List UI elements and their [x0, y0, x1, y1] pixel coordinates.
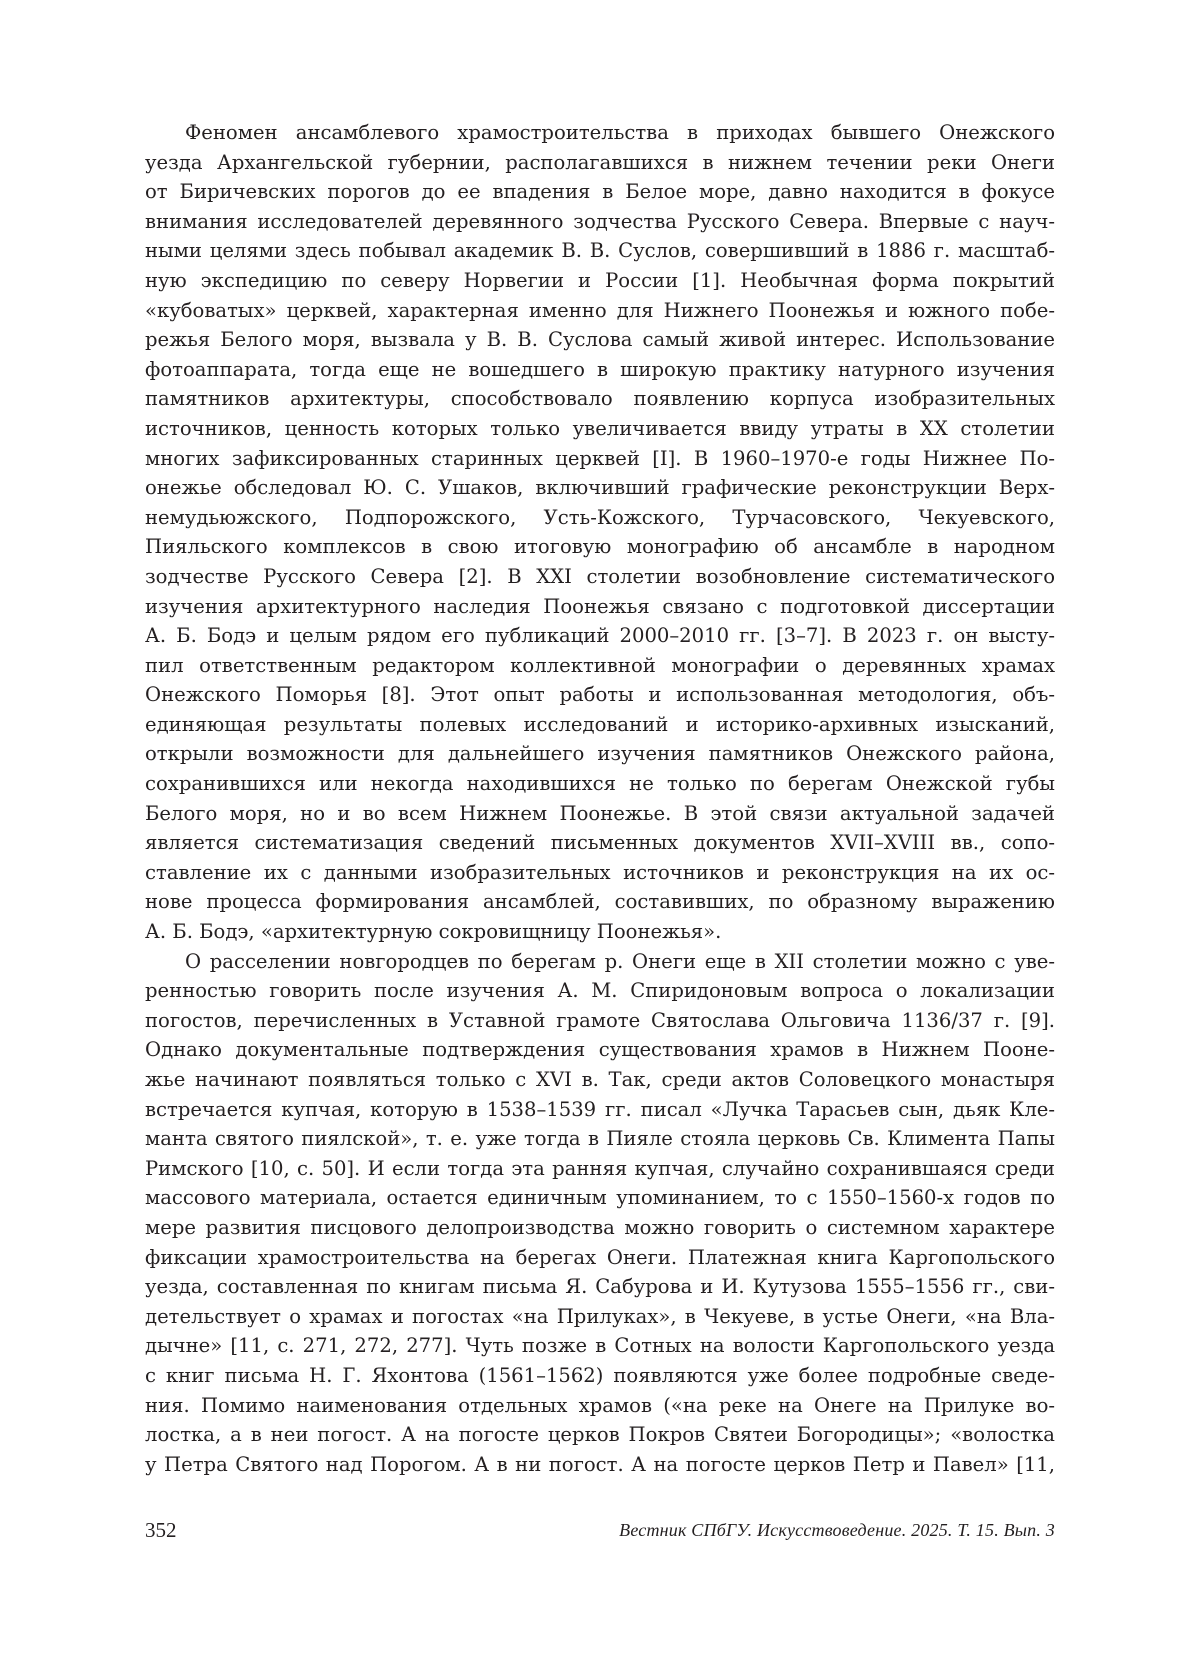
text-line: уезда, составленная по книгам письма Я. Сабурова и И. Кутузова 1555–1556 гг., сви-: [145, 1275, 1055, 1299]
text-line: детельствует о храмах и погостах «на Прилуках», в Чекуеве, в устье Онеги, «на Вла-: [145, 1304, 1055, 1328]
text-line: А. Б. Бодэ, «архитектурную сокровищницу Поонежья».: [145, 920, 722, 944]
text-line: онежье обследовал Ю. С. Ушаков, включивший графические реконструкции Верх-: [145, 476, 1055, 500]
article-body: [145, 118, 1055, 1479]
text-line: Феномен ансамблевого храмостроительства в приходах бывшего Онежского: [185, 121, 1055, 144]
text-line: ния. Помимо наименования отдельных храмов («на реке на Онеге на Прилуке во-: [145, 1393, 1055, 1417]
text-line: «кубоватых» церквей, характерная именно для Нижнего Поонежья и южного побе-: [145, 298, 1055, 322]
text-line: манта святого пиялской», т. е. уже тогда в Пияле стояла церковь Св. Климента Папы: [145, 1127, 1055, 1151]
text-line: Онежского Поморья [8]. Этот опыт работы и использованная методология, объ-: [145, 683, 1055, 707]
text-line: мере развития писцового делопроизводства можно говорить о системном характере: [145, 1215, 1055, 1239]
running-title: Вестник СПбГУ. Искусствоведение. 2025. Т. 15. Вып. 3: [619, 1520, 1055, 1540]
paragraph: [145, 118, 1055, 947]
text-line: от Биричевских порогов до ее впадения в Белое море, давно находится в фокусе: [145, 180, 1055, 204]
text-line: нове процесса формирования ансамблей, составивших, по образному выражению: [145, 890, 1055, 914]
text-line: Однако документальные подтверждения существования храмов в Нижнем Пооне-: [145, 1038, 1055, 1062]
text-line: у Петра Святого над Порогом. А в ни погост. А на погосте церков Петр и Павел» [11,: [145, 1452, 1055, 1476]
text-line: внимания исследователей деревянного зодчества Русского Севера. Впервые с науч-: [145, 209, 1055, 233]
text-line: многих зафиксированных старинных церквей [I]. В 1960–1970-е годы Нижнее По-: [145, 446, 1055, 470]
text-line: памятников архитектуры, способствовало появлению корпуса изобразительных: [145, 387, 1055, 411]
text-line: ную экспедицию по северу Норвегии и России [1]. Необычная форма покрытий: [145, 268, 1055, 292]
text-line: пил ответственным редактором коллективной монографии о деревянных храмах: [145, 653, 1055, 677]
text-line: ставление их с данными изобразительных источников и реконструкция на их ос-: [145, 860, 1055, 884]
text-line: зодчестве Русского Севера [2]. В XXI столетии возобновление систематического: [145, 564, 1055, 588]
page-number: 352: [145, 1518, 177, 1542]
paragraphs: [145, 118, 1055, 1479]
text-line: дычне» [11, с. 271, 272, 277]. Чуть позже в Сотных на волости Каргопольского уезда: [145, 1334, 1055, 1358]
text-line: немудьюжского, Подпорожского, Усть-Кожского, Турчасовского, Чекуевского,: [145, 505, 1055, 529]
text-line: Римского [10, с. 50]. И если тогда эта ранняя купчая, случайно сохранившаяся среди: [145, 1156, 1055, 1180]
paragraph: [145, 947, 1055, 1480]
text-line: жье начинают появляться только с XVI в. Так, среди актов Соловецкого монастыря: [145, 1068, 1055, 1091]
text-line: режья Белого моря, вызвала у В. В. Суслова самый живой интерес. Использование: [145, 328, 1055, 352]
text-line: является систематизация сведений письменных документов XVII–XVIII вв., сопо-: [145, 831, 1055, 855]
text-line: Белого моря, но и во всем Нижнем Поонежье. В этой связи актуальной задачей: [145, 801, 1055, 825]
text-line: лостка, а в неи погост. А на погосте церков Покров Святеи Богородицы»; «волостка: [145, 1423, 1055, 1447]
text-line: изучения архитектурного наследия Поонежья связано с подготовкой диссертации: [145, 594, 1055, 618]
text-line: О расселении новгородцев по берегам р. Онеги еще в XII столетии можно с уве-: [185, 949, 1055, 973]
text-line: встречается купчая, которую в 1538–1539 гг. писал «Лучка Тарасьев сын, дьяк Кле-: [145, 1097, 1055, 1121]
text-line: ными целями здесь побывал академик В. В. Суслов, совершивший в 1886 г. масштаб-: [145, 239, 1055, 263]
text-line: А. Б. Бодэ и целым рядом его публикаций 2000–2010 гг. [3–7]. В 2023 г. он высту-: [145, 624, 1055, 648]
text-line: открыли возможности для дальнейшего изучения памятников Онежского района,: [145, 742, 1055, 766]
text-line: фиксации храмостроительства на берегах Онеги. Платежная книга Каргопольского: [145, 1245, 1055, 1269]
text-line: источников, ценность которых только увеличивается ввиду утраты в XX столетии: [145, 416, 1055, 440]
text-line: Пияльского комплексов в свою итоговую монографию об ансамбле в народном: [145, 535, 1055, 559]
text-line: погостов, перечисленных в Уставной грамоте Святослава Ольговича 1136/37 г. [9].: [145, 1008, 1055, 1032]
text-line: ренностью говорить после изучения А. М. Спиридоновым вопроса о локализации: [145, 979, 1055, 1003]
text-line: уезда Архангельской губернии, располагавшихся в нижнем течении реки Онеги: [145, 150, 1055, 174]
text-line: фотоаппарата, тогда еще не вошедшего в широкую практику натурного изучения: [145, 357, 1055, 381]
text-line: массового материала, остается единичным упоминанием, то с 1550–1560-х годов по: [145, 1186, 1055, 1210]
text-line: с книг письма Н. Г. Яхонтова (1561–1562) появляются уже более подробные сведе-: [145, 1363, 1055, 1387]
text-line: сохранившихся или некогда находившихся не только по берегам Онежской губы: [145, 772, 1055, 796]
text-line: единяющая результаты полевых исследований и историко-архивных изысканий,: [145, 712, 1055, 736]
